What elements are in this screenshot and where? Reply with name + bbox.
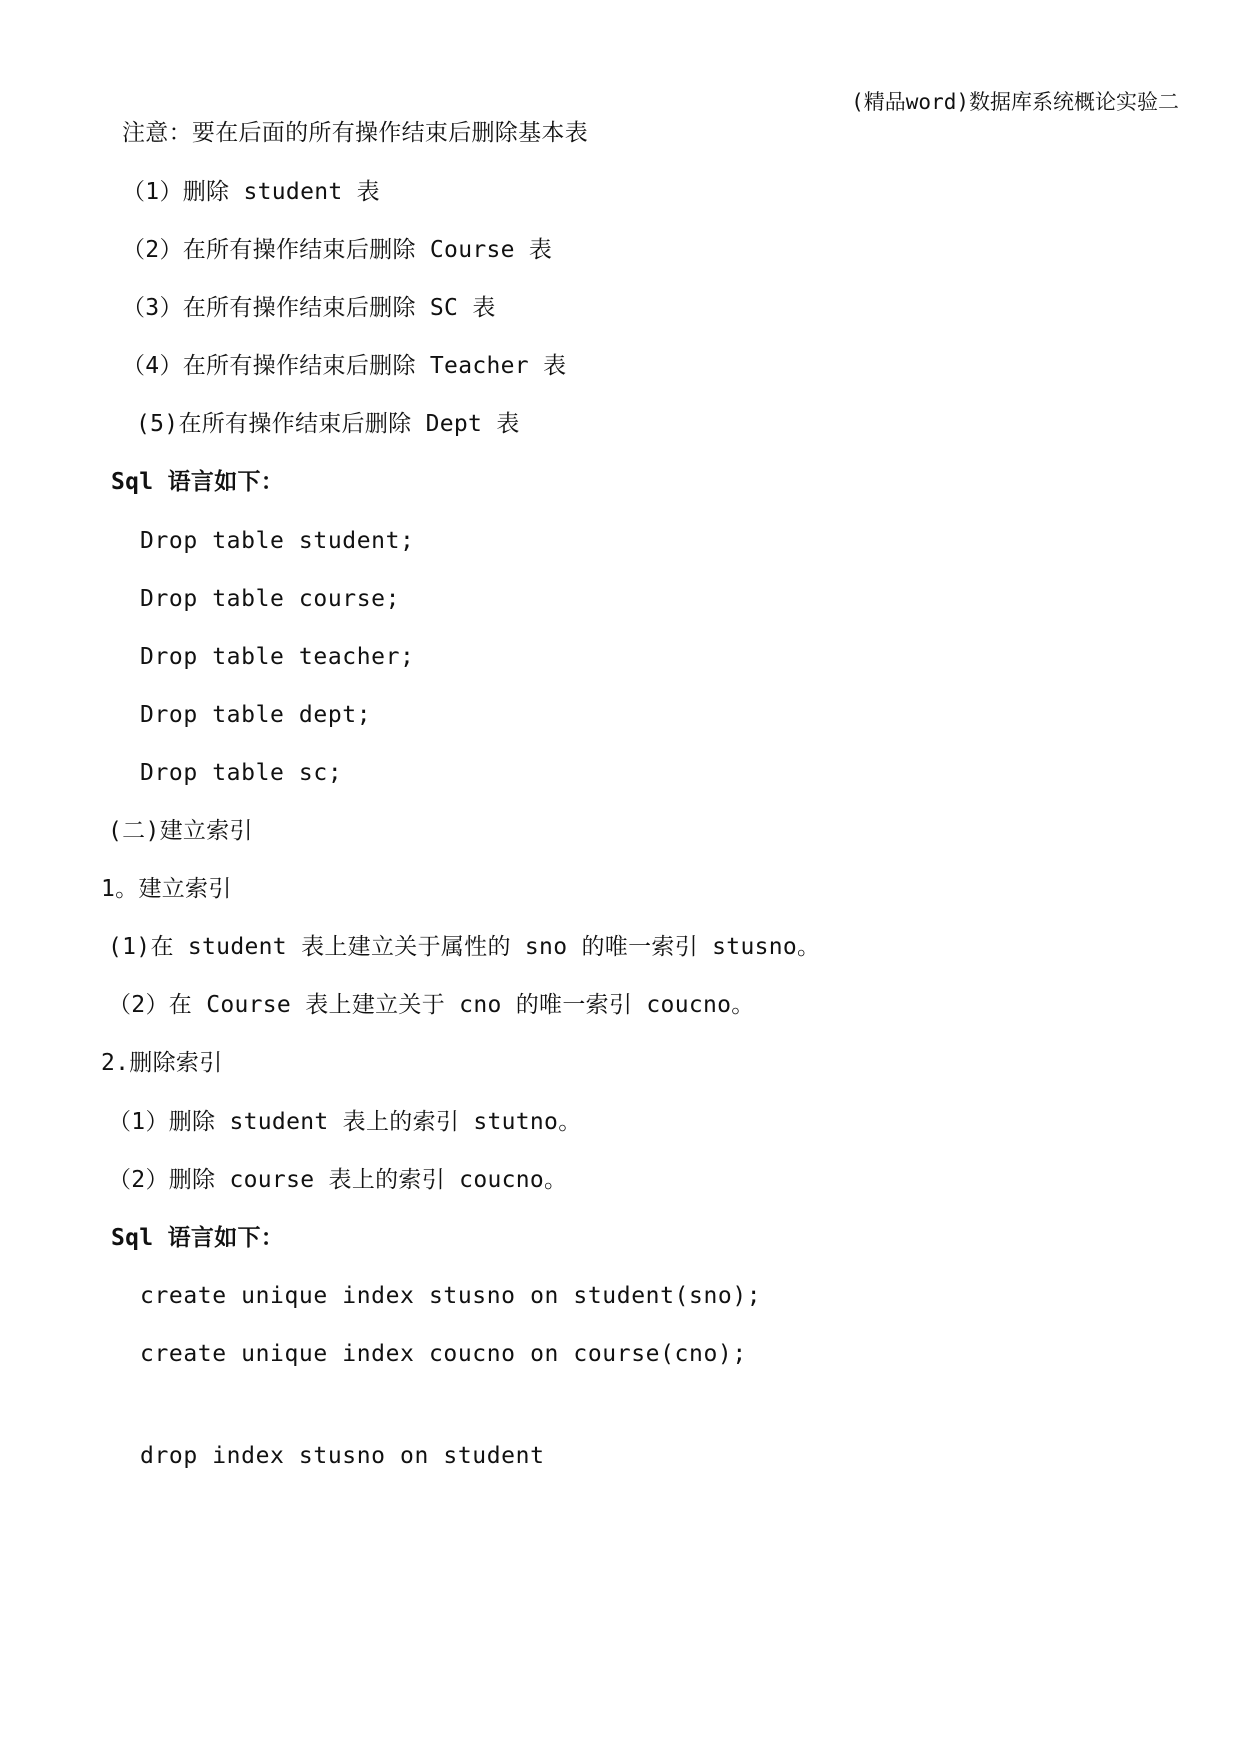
- create-index-task-1: (1)在 student 表上建立关于属性的 sno 的唯一索引 stusno。: [108, 934, 821, 960]
- drop-sql-5: Drop table sc;: [140, 760, 343, 786]
- drop-task-1: （1）删除 student 表: [122, 179, 380, 205]
- drop-sql-4: Drop table dept;: [140, 702, 372, 728]
- drop-sql-1: Drop table student;: [140, 528, 415, 554]
- drop-index-task-2: （2）删除 course 表上的索引 coucno。: [108, 1167, 568, 1193]
- index-sql-2: create unique index coucno on course(cno);: [140, 1341, 747, 1367]
- index-sql-1: create unique index stusno on student(sno);: [140, 1283, 762, 1309]
- drop-sql-3: Drop table teacher;: [140, 644, 415, 670]
- drop-task-5: (5)在所有操作结束后删除 Dept 表: [136, 411, 520, 437]
- create-index-task-2: （2）在 Course 表上建立关于 cno 的唯一索引 coucno。: [108, 992, 755, 1018]
- drop-sql-2: Drop table course;: [140, 586, 401, 612]
- drop-index-task-1: （1）删除 student 表上的索引 stutno。: [108, 1109, 582, 1135]
- subsection-2-title: 2.删除索引: [101, 1050, 223, 1076]
- page-header-title: (精品word)数据库系统概论实验二: [851, 90, 1179, 114]
- section-2-title: (二)建立索引: [108, 818, 253, 844]
- subsection-1-title: 1。建立索引: [101, 876, 232, 902]
- sql-heading-1: Sql 语言如下：: [111, 469, 285, 495]
- note-text: 注意：要在后面的所有操作结束后删除基本表: [122, 120, 588, 146]
- drop-task-2: （2）在所有操作结束后删除 Course 表: [122, 237, 553, 263]
- drop-task-3: （3）在所有操作结束后删除 SC 表: [122, 295, 496, 321]
- index-sql-3: drop index stusno on student: [140, 1443, 545, 1469]
- drop-task-4: （4）在所有操作结束后删除 Teacher 表: [122, 353, 567, 379]
- sql-heading-2: Sql 语言如下：: [111, 1225, 285, 1251]
